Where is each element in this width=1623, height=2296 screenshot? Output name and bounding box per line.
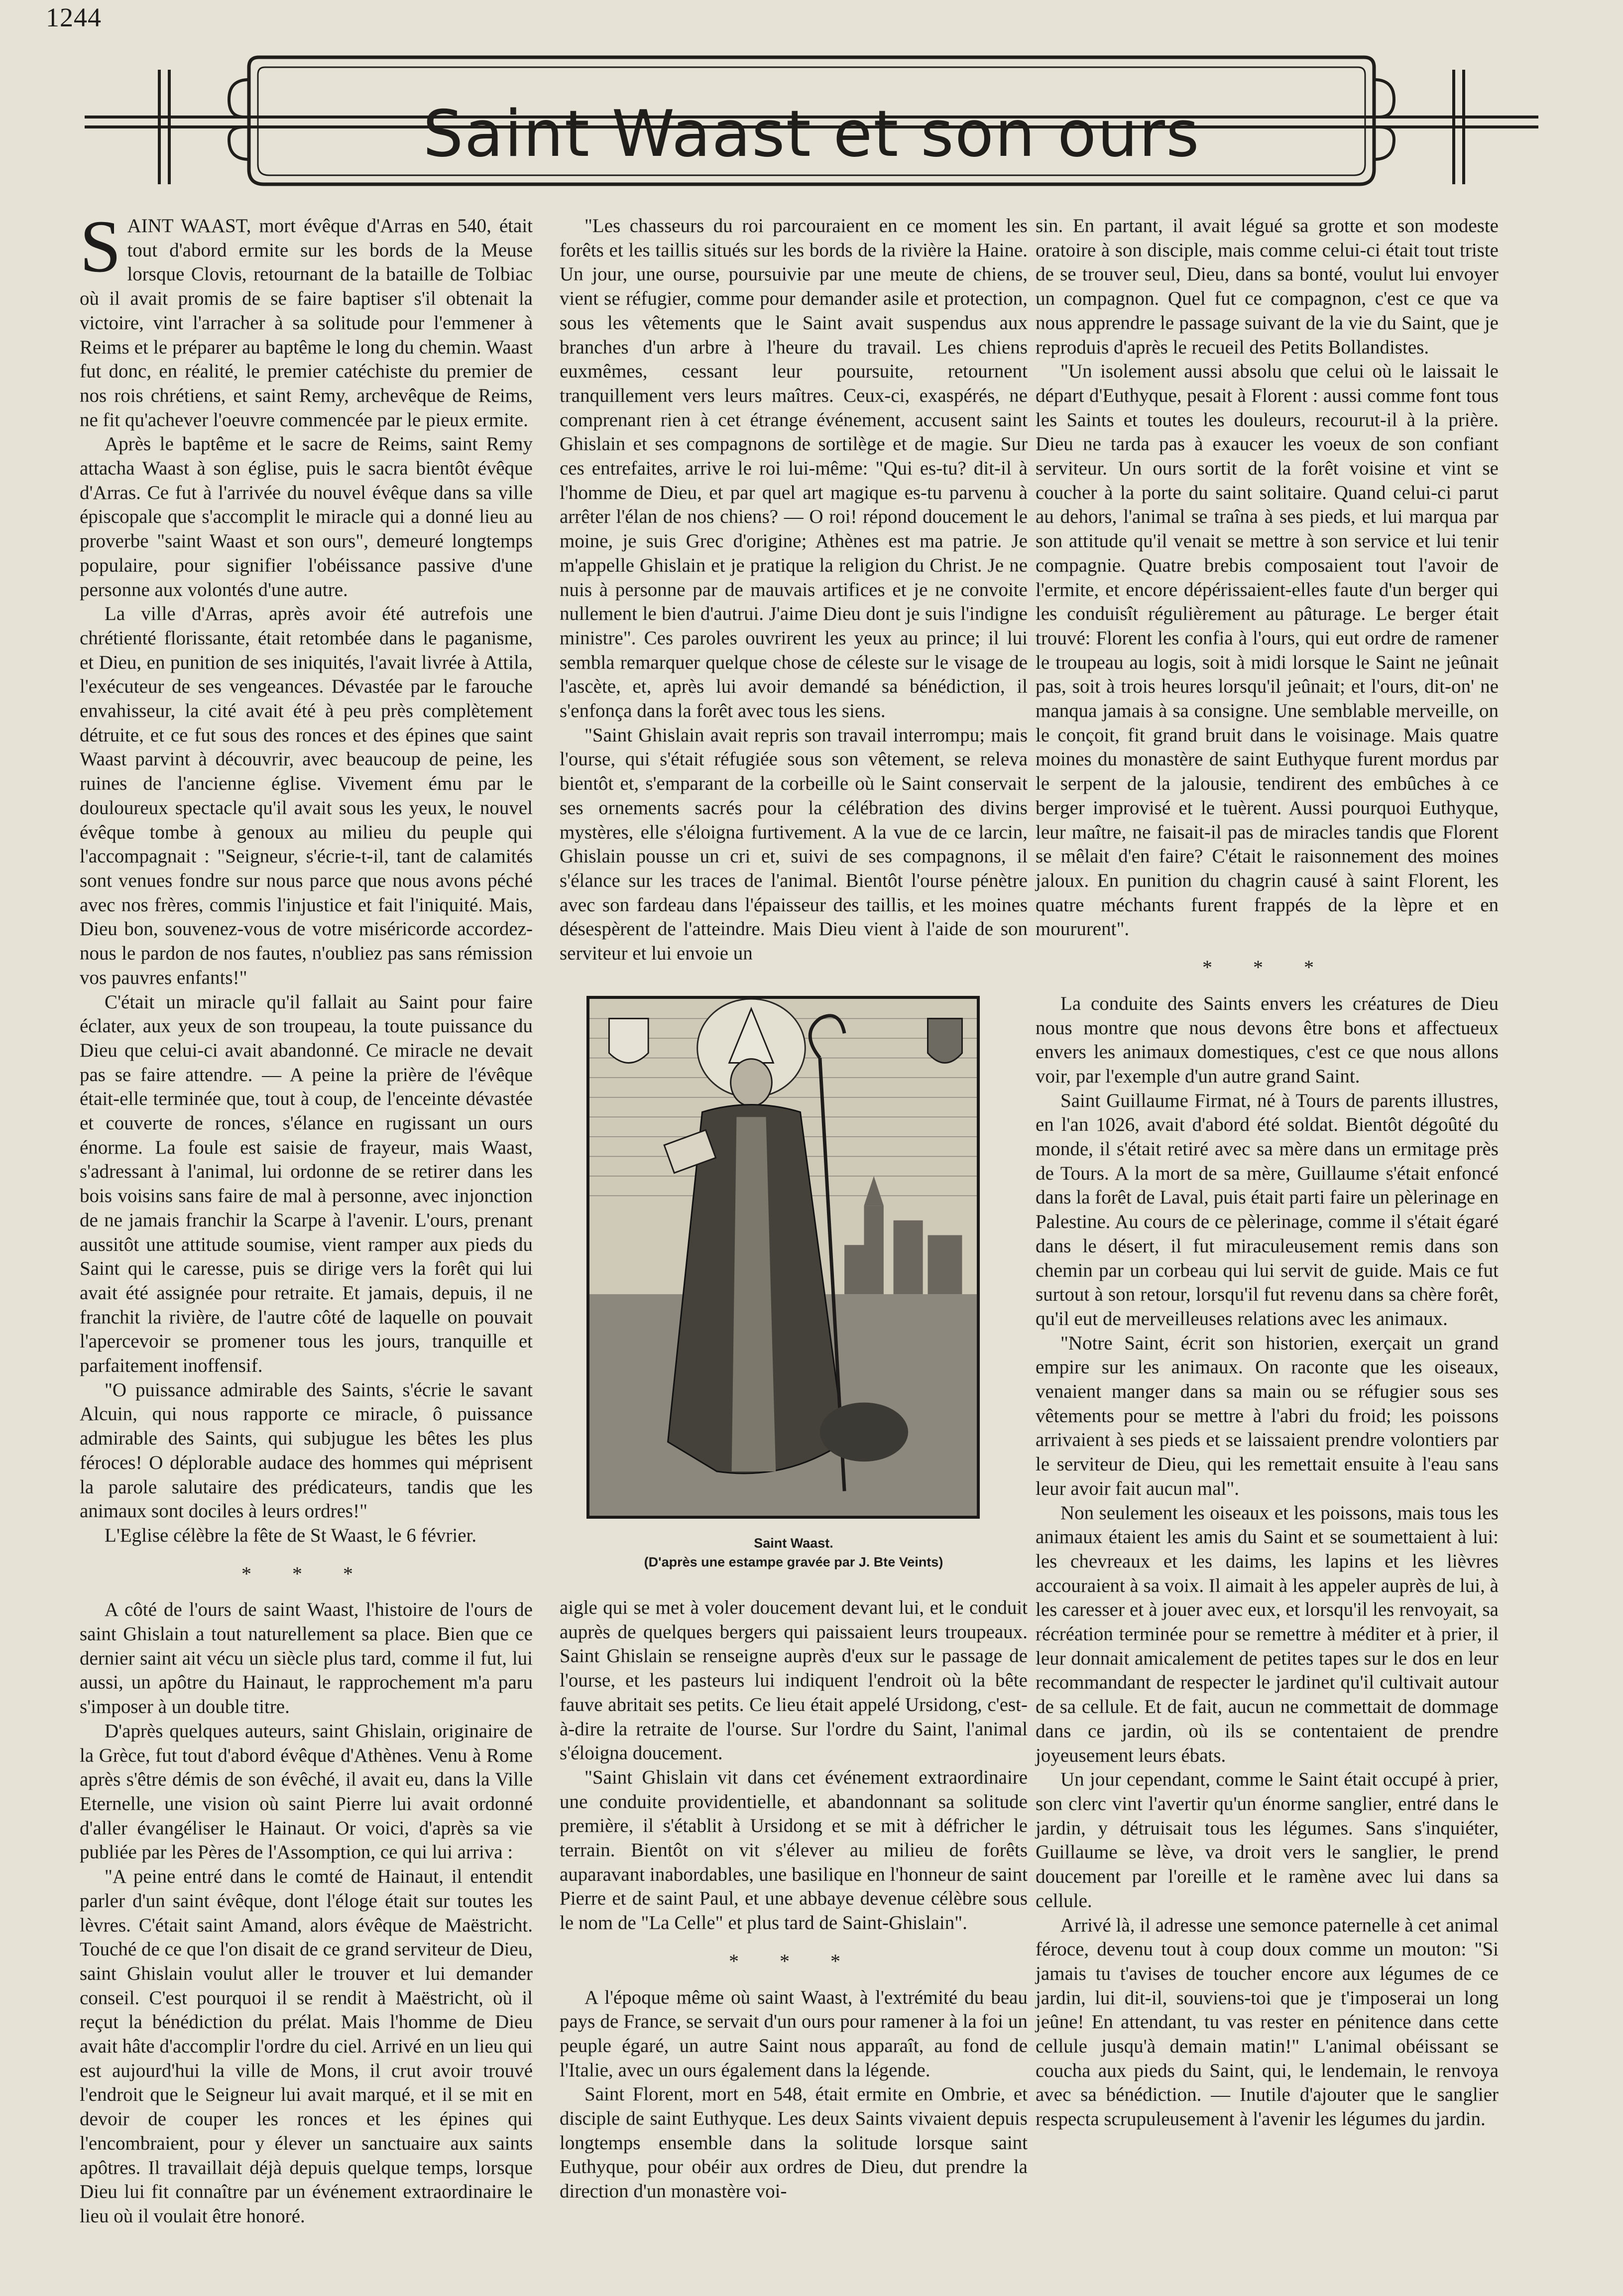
paragraph: D'après quelques auteurs, saint Ghislain, originaire de la Grèce, fut tout d'abord évêque d'Athènes. Venu à Rome après s'être démis de son évêché, il avait eu, dans la Ville Eternelle, une vision où saint Pierre lui avait ordonné d'aller évangéliser le Hainaut. Or voici, d'après sa vie publiée par les Pères de l'Assomption, ce qui lui arriva : [80,1720,533,1863]
paragraph: Un jour cependant, comme le Saint était occupé à prier, son clerc vint l'avertir qu'un énorme sanglier, entré dans le jardin, y détruisait tous les légumes. Sans s'inquiéter, Guillaume se lève, va droit vers le sanglier, le prend doucement par l'oreille et le ramène avec lui dans sa cellule. [1036,1769,1499,1912]
section-separator: * * * [1202,956,1332,979]
page-number: 1244 [46,2,102,32]
paragraph: "Saint Ghislain vit dans cet événement extraordinaire une conduite providentielle, et abandonnant sa solitude première, il s'établit à Ursidong et se mit à défricher le terrain. Bientôt on vit s'élever au milieu de forêts auparavant inabordables, une basilique en l'honneur de saint Pierre et de saint Paul, et une abbaye devenue célèbre sous le nom de "La Celle" et plus tard de Saint-Ghislain". [560,1766,1028,1934]
paragraph: Après le baptême et le sacre de Reims, saint Remy attacha Waast à son église, puis le sacra bientôt évêque d'Arras. Ce fut à l'arrivée du nouvel évêque dans sa ville épiscopale que s'accomplit le miracle qui a donné lieu au proverbe "saint Waast et son ours", demeuré longtemps populaire, pour signifier l'obéissance passive d'une personne aux volontés d'une autre. [80,433,533,601]
paragraph: aigle qui se met à voler doucement devant lui, et le conduit auprès de quelques bergers qui paissaient leurs troupeaux. Saint Ghislain se renseigne auprès d'eux sur le passage de l'ourse, et les pasteurs lui indiquent l'endroit où la bête fauve abritait ses petits. Ce lieu était appelé Ursidong, c'est-à-dire la retraite de l'ourse. Sur l'ordre du Saint, l'animal s'éloigna doucement. [560,1597,1028,1764]
paragraph: "Les chasseurs du roi parcouraient en ce moment les forêts et les taillis situés sur les bords de la rivière la Haine. Un jour, une ourse, poursuivie par une meute de chiens, vient se réfugier, comme pour demander asile et protection, sous les vêtements que le Saint avait suspendus aux branches d'un arbre à l'heure du travail. Les chiens euxmêmes, cessant leur poursuite, retournent tranquillement vers leurs maîtres. Ceux-ci, exaspérés, ne comprenant rien à cet étrange événement, accusent saint Ghislain et ses compagnons de sortilège et de magie. Sur ces entrefaites, arrive le roi lui-même: "Qui es-tu? dit-il à l'homme de Dieu, et par quel art magique es-tu parvenu à arrêter l'élan de nos chiens? — O roi! répond doucement le moine, je suis Grec d'origine; Athènes est ma patrie. Je m'appelle Ghislain et je pratique la religion du Christ. Je ne nuis à personne par de mauvais artifices et je ne convoite nullement le bien d'autrui. J'aime Dieu dont je suis l'indigne ministre". Ces paroles ouvrirent les yeux au prince; il lui sembla remarquer quelque chose de céleste sur le visage de l'ascète, et, après lui avoir demandé sa bénédiction, il s'enfonça dans la forêt avec tous les siens. [560,215,1028,722]
paragraph: "O puissance admirable des Saints, s'écrie le savant Alcuin, qui nous rapporte ce miracle, ô puissance admirable des Saints, qui subjugue les bêtes les plus féroces! O déplorable audace des hommes qui méprisent la parole salutaire des prédicateurs, tandis que les animaux sont dociles à leurs ordres!" [80,1379,533,1522]
paragraph: Saint Guillaume Firmat, né à Tours de parents illustres, en l'an 1026, avait d'abord été soldat. Bientôt dégoûté du monde, il s'était retiré avec sa mère dans un ermitage près de Tours. A la mort de sa mère, Guillaume s'était enfoncé dans la forêt de Laval, puis était parti faire un pèlerinage en Palestine. Au cours de ce pèlerinage, comme il s'était égaré dans le désert, il fut miraculeusement remis dans son chemin par un corbeau qui lui servit de guide. Mais ce fut surtout à son retour, lorsqu'il fut revenu dans sa chère forêt, qu'il eut de merveilleuses relations avec les animaux. [1036,1089,1499,1329]
paragraph: A l'époque même où saint Waast, à l'extrémité du beau pays de France, se servait d'un ours pour ramener à la foi un peuple égaré, un autre Saint nous apparaît, au fond de l'Italie, avec un ours également dans la légende. [560,1986,1028,2081]
bear [820,1403,908,1462]
drop-cap: S [80,205,121,288]
paragraph: La ville d'Arras, après avoir été autrefois une chrétienté florissante, était retombée dans le paganisme, et Dieu, en punition de ses iniquités, l'avait livrée à Attila, l'exécuteur de ses vengeances. Dévastée par le farouche envahisseur, la cité avait été à peu près complètement détruite, et ce fut sous des ronces et des épines que saint Waast parvint à découvrir, avec beaucoup de peine, les ruines de l'ancienne église. Vivement ému par le douloureux spectacle qu'il avait sous les yeux, le nouvel évêque tombe à genoux au milieu du peuple qui l'accompagnait : "Seigneur, s'écrie-t-il, tant de calamités sont venues fondre sur nous parce que nous avons péché avec nos frères, commis l'injustice et fait l'iniquité. Mais, Dieu bon, souvenez-vous de votre miséricorde accordez-nous le pardon de nos fautes, n'oubliez pas sans rémission vos pauvres enfants!" [80,603,533,988]
paragraph: Arrivé là, il adresse une semonce paternelle à cet animal féroce, devenu tout à coup doux comme un mouton: "Si jamais tu t'avises de toucher encore aux légumes de ce jardin, lui dit-il, souviens-toi que je t'imposerai un long jeûne! En attendant, tu vas rester en pénitence dans cette cellule jusqu'à demain matin!" L'animal obéissant se coucha aux pieds du Saint, qui, le lendemain, le renvoya avec sa bénédiction. — Inutile d'ajouter que le sanglier respecta scrupuleusement à l'avenir les légumes du jardin. [1036,1914,1499,2130]
column-3 [1036,214,1499,2132]
paragraph [80,205,533,432]
column-2-continued [560,1596,1028,2204]
coat-of-arms-left [609,1019,648,1063]
caption-title: Saint Waast. [754,1536,833,1551]
caption-credit: (D'après une estampe gravée par J. Bte Veints) [644,1555,943,1570]
column-2 [560,214,1028,966]
paragraph: A côté de l'ours de saint Waast, l'histoire de l'ours de saint Ghislain a tout naturellement sa place. Bien que ce dernier saint ait vécu un siècle plus tard, comme il fut, lui aussi, un apôtre du Hainaut, le rapprochement m'a paru s'imposer à un double titre. [80,1599,533,1718]
paragraph: L'Eglise célèbre la fête de St Waast, le 6 février. [105,1524,477,1546]
title-frame [80,20,1543,219]
section-separator: * * * [241,1562,371,1585]
paragraph: sin. En partant, il avait légué sa grotte et son modeste oratoire à son disciple, mais comme celui-ci était tout triste de se trouver seul, Dieu, dans sa bonté, voulut lui envoyer un compagnon. Quel fut ce compagnon, c'est ce que va nous apprendre le passage suivant de la vie du Saint, que je reproduis d'après le recueil des Petits Bollandistes. [1036,215,1499,358]
paragraph: C'était un miracle qu'il fallait au Saint pour faire éclater, aux yeux de son troupeau, la toute puissance du Dieu que celui-ci avait abandonné. Ce miracle ne devait pas se faire attendre. — A peine la prière de l'évêque était-elle terminée que, tout à coup, de l'enceinte dévastée et couverte de ronces, s'élance en rugissant un ours énorme. La foule est saisie de frayeur, mais Waast, s'adressant à l'animal, lui ordonne de se retirer dans les bois voisins sans faire de mal à personne, avec injonction de ne jamais franchir la Scarpe à l'avenir. L'ours, prenant aussitôt une attitude soumise, vient ramper aux pieds du Saint qui le caresse, puis se dirige vers la forêt qui lui avait été assignée pour retraite. Et jamais, depuis, il ne franchit la rivière, de l'autre côté de laquelle on pouvait l'apercevoir se promener tous les jours, tranquille et parfaitement inoffensif. [80,991,533,1377]
paragraph: "Un isolement aussi absolu que celui où le laissait le départ d'Euthyque, pesait à Florent : aussi comme font tous les Saints et toutes les douleurs, recourut-il à la prière. Dieu ne tarda pas à exaucer les voeux de son confiant serviteur. Un ours sortit de la forêt voisine et vint se coucher à la porte du saint solitaire. Quand celui-ci parut au dehors, l'animal se traîna à ses pieds, et lui marqua par son attitude qu'il venait se mettre à son service et lui tenir compagnie. Quatre brebis composaient tout l'avoir de l'ermite, et encore dépérissaient-elles faute d'un berger qui les conduisît régulièrement au pâturage. Le berger était trouvé: Florent les confia à l'ours, qui eut ordre de ramener le troupeau au logis, soit à midi lorsque le Saint ne jeûnait pas, soit à trois heures lorsqu'il jeûnait; et l'ours, dit-on' ne manqua jamais à sa consigne. Une semblable merveille, on le conçoit, fit grand bruit dans le voisinage. Mais quatre moines du monastère de saint Euthyque furent mordus par le serpent de la jalousie, tendirent des embûches à ce berger improvisé et le tuèrent. Aussi pourquoi Euthyque, leur maître, ne faisait-il pas de miracles tandis que Florent se mêlait d'en faire? C'était le raisonnement des moines jaloux. En punition du chagrin causé à saint Florent, les quatre méchants furent frappés de la lèpre et en moururent". [1036,361,1499,940]
paragraph-text: AINT WAAST, mort évêque d'Arras en 540, était tout d'abord ermite sur les bords de la Meuse lorsque Clovis, retournant de la bataille de Tolbiac où il avait promis de se faire baptiser s'il obtenait la victoire, vint l'arracher à sa solitude pour l'emmener à Reims et le préparer au baptême le long du chemin. Waast fut donc, en réalité, le premier catéchiste du premier de nos rois chrétiens, et saint Remy, archevêque de Reims, ne fit qu'achever l'oeuvre commencée par le pieux ermite. [80,215,533,431]
paragraph: "Notre Saint, écrit son historien, exerçait un grand empire sur les animaux. On raconte que les oiseaux, venaient manger dans sa main ou se réfugier sous ses vêtements pour se mettre à l'abri du froid; les poissons arrivaient à ses pieds et se laissaient prendre volontiers par le serviteur de Dieu, qui les remettait ensuite à l'eau sans leur avoir fait aucun mal". [1036,1332,1499,1499]
image-caption [560,1534,1028,1571]
paragraph: Non seulement les oiseaux et les poissons, mais tous les animaux étaient les amis du Saint et se soumettaient à lui: les chevreaux et les daims, les lapins et les lièvres accouraient à sa voix. Il aimait à les appeler auprès de lui, à les caresser et à jouer avec eux, et lorsqu'il les renvoyait, sa récréation terminée pour se remettre à méditer et à prier, il leur donnait amicalement de petites tapes sur le dos en leur recommandant de respecter le jardinet qu'il cultivait autour de sa cellule. Et de fait, aucun ne commettait de dommage dans ce jardin, où ils se contentaient de prendre joyeusement leurs ébats. [1036,1502,1499,1766]
saint-waast-engraving [586,996,980,1519]
paragraph: La conduite des Saints envers les créatures de Dieu nous montre que nous devons être bons et affectueux envers les animaux domestiques, c'est ce que nous allons voir, par l'exemple d'un autre grand Saint. [1036,992,1499,1087]
column-1 [80,205,533,2229]
section-separator: * * * [729,1949,858,1972]
article-title: Saint Waast et son ours [423,97,1200,171]
coat-of-arms-right [928,1019,962,1063]
paragraph: "A peine entré dans le comté de Hainaut, il entendit parler d'un saint évêque, dont l'éloge était sur toutes les lèvres. C'était saint Amand, alors évêque de Maëstricht. Touché de ce que l'on disait de ce grand serviteur de Dieu, saint Ghislain voulut aller le trouver et lui demander conseil. C'est pourquoi il se rendit à Maëstricht, où il reçut la bénédiction du prélat. Mais l'homme de Dieu avait hâte d'accomplir l'ordre du ciel. Arrivé en un lieu qui est aujourd'hui la ville de Mons, il crut avoir trouvé l'endroit que le Seigneur lui avait marqué, et il se mit en devoir de couper les ronces et les épines qui l'encombraient, pour y élever un sanctuaire aux saints apôtres. Il travaillait déjà depuis quelque temps, lorsque Dieu lui fit connaître par un événement extraordinaire le lieu où il voulait être honoré. [80,1866,533,2227]
paragraph: "Saint Ghislain avait repris son travail interrompu; mais l'ourse, qui s'était réfugiée sous son vêtement, se releva bientôt et, s'emparant de la corbeille où le Saint conservait ses ornements sacrés pour la célébration des divins mystères, elle s'éloigna furtivement. A la vue de ce larcin, Ghislain pousse un cri et, suivi de ses compagnons, il s'élance sur les traces de l'animal. Bientôt l'ourse pénètre avec son fardeau dans l'épaisseur des taillis, et les moines désespèrent de l'atteindre. Mais Dieu vient à l'aide de son serviteur et lui envoie un [560,724,1028,965]
paragraph: Saint Florent, mort en 548, était ermite en Ombrie, et disciple de saint Euthyque. Les deux Saints vivaient depuis longtemps ensemble dans la solitude lorsque saint Euthyque, pour obéir aux ordres de Dieu, dut prendre la direction d'un monastère voi- [560,2083,1028,2202]
